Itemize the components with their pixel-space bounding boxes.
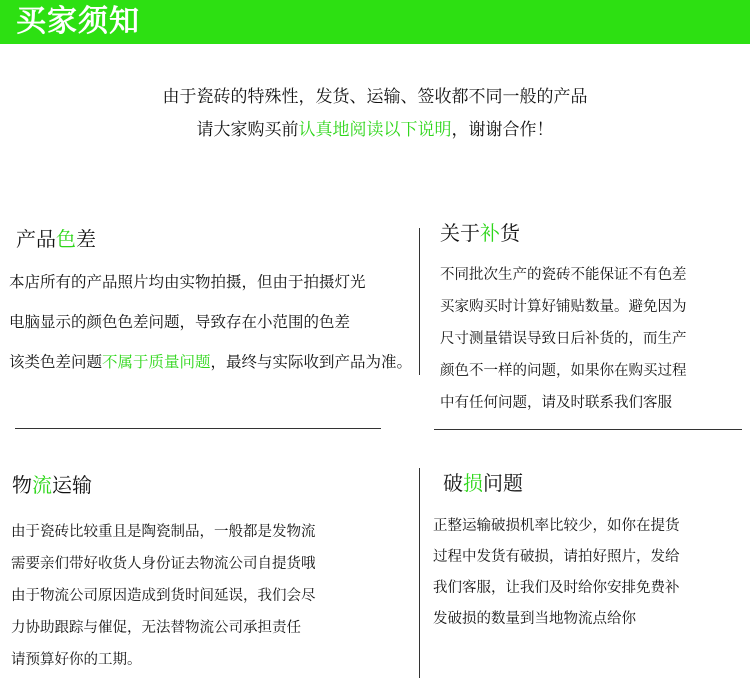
section-title-logistics [12, 472, 92, 498]
body-line: 我们客服，让我们及时给你安排免费补 [433, 580, 680, 596]
body-line: 尺寸测量错误导致日后补货的，而生产 [440, 331, 687, 347]
title-part: 破 [443, 471, 463, 495]
section-title-damage [443, 470, 523, 496]
title-highlight: 流 [32, 473, 52, 497]
body-line: 过程中发货有破损，请拍好照片，发给 [433, 549, 680, 565]
divider-right [434, 429, 742, 430]
divider-vertical-top [419, 228, 420, 375]
title-part: 问题 [483, 471, 523, 495]
intro-line-1: 由于瓷砖的特殊性，发货、运输、签收都不同一般的产品 [162, 87, 588, 107]
title-part: 货 [500, 221, 520, 245]
body-line: 由于物流公司原因造成到货时间延误，我们会尽 [11, 588, 316, 604]
divider-left [15, 428, 381, 429]
title-highlight: 补 [480, 221, 500, 245]
body-text: 该类色差问题 [9, 353, 103, 371]
body-highlight: 不属于质量问题 [102, 353, 211, 371]
body-line: 中有任何问题，请及时联系我们客服 [440, 395, 672, 411]
body-line: 正整运输破损机率比较少，如你在提货 [433, 518, 680, 534]
intro-line-2-pre: 请大家购买前 [196, 120, 299, 140]
header-banner [0, 0, 750, 44]
title-highlight: 色 [56, 227, 76, 251]
section-body-logistics [11, 516, 316, 676]
body-line: 由于瓷砖比较重且是陶瓷制品，一般都是发物流 [11, 524, 316, 540]
intro-highlight: 认真地阅读以下说明 [298, 120, 452, 140]
section-body-damage [433, 511, 680, 635]
body-line: 颜色不一样的问题，如果你在购买过程 [440, 363, 687, 379]
body-line: 力协助跟踪与催促，无法替物流公司承担责任 [11, 620, 301, 636]
body-line: 需要亲们带好收货人身份证去物流公司自提货哦 [11, 556, 316, 572]
section-title-restock [440, 220, 520, 246]
body-line: 不同批次生产的瓷砖不能保证不有色差 [440, 267, 687, 283]
title-part: 产品 [16, 227, 56, 251]
intro-line-2 [0, 119, 750, 141]
body-line: 发破损的数量到当地物流点给你 [433, 611, 636, 627]
title-highlight: 损 [463, 471, 483, 495]
body-text: ，最终与实际收到产品为准。 [210, 353, 413, 371]
title-part: 运输 [52, 473, 92, 497]
title-part: 关于 [440, 221, 480, 245]
divider-vertical-bottom [419, 468, 420, 678]
title-part: 差 [76, 227, 96, 251]
body-line [9, 342, 412, 382]
section-body-restock [440, 259, 687, 419]
section-title-color-diff [16, 226, 96, 252]
body-line: 请预算好你的工期。 [11, 652, 142, 668]
banner-title: 买家须知 [16, 4, 140, 39]
title-part: 物 [12, 473, 32, 497]
body-line: 本店所有的产品照片均由实物拍摄，但由于拍摄灯光 [9, 273, 366, 291]
body-line: 电脑显示的颜色色差问题，导致存在小范围的色差 [9, 313, 351, 331]
body-line: 买家购买时计算好铺贴数量。避免因为 [440, 299, 687, 315]
section-body-color-diff [9, 262, 412, 382]
intro-line-2-post: ，谢谢合作！ [451, 120, 554, 140]
